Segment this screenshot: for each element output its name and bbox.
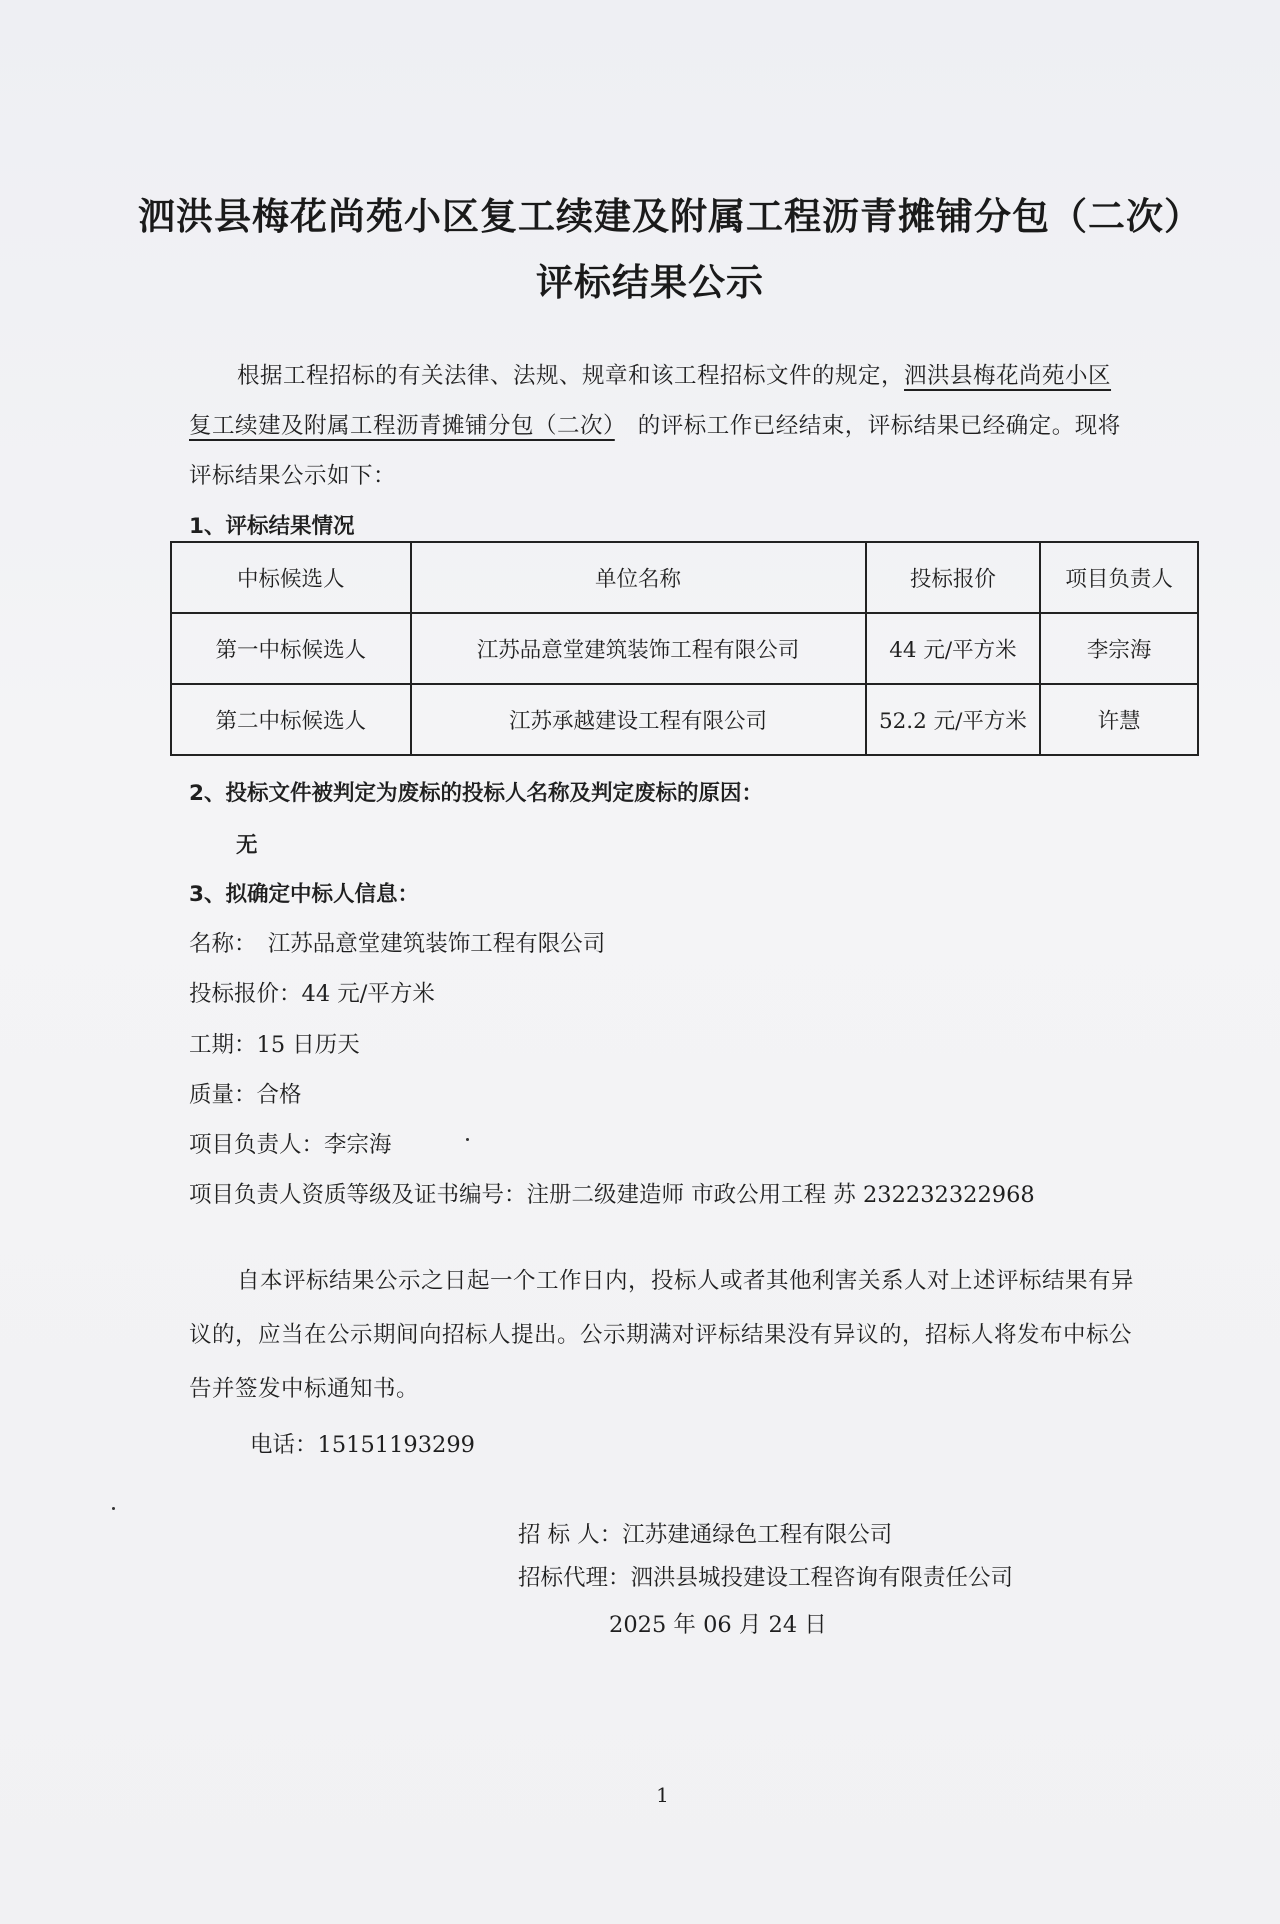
table-header-row xyxy=(171,542,1198,613)
document-subtitle: 评标结果公示 xyxy=(536,261,764,304)
section3-heading: 3、拟确定中标人信息： xyxy=(189,882,419,907)
section1-heading: 1、评标结果情况 xyxy=(189,514,355,539)
document-title: 泗洪县梅花尚苑小区复工续建及附属工程沥青摊铺分包（二次） xyxy=(138,195,1202,238)
winner-period: 工期：15 日历天 xyxy=(189,1032,360,1058)
intro-project-name: 泗洪县梅花尚苑小区复工续建及附属工程沥青摊铺分包（二次） xyxy=(189,363,1112,439)
intro-prefix: 根据工程招标的有关法律、法规、规章和该工程招标文件的规定， xyxy=(237,363,905,389)
ink-speck xyxy=(466,1138,469,1141)
header-price: 投标报价 xyxy=(866,542,1041,613)
table-row xyxy=(171,613,1198,684)
row2-candidate: 第二中标候选人 xyxy=(171,684,411,755)
row2-price: 52.2 元/平方米 xyxy=(866,684,1041,755)
notice-paragraph xyxy=(189,1254,1134,1416)
contact-phone: 电话：15151193299 xyxy=(250,1432,475,1458)
intro-suffix: 的评标工作已经结束，评标结果已经确定。现将评标结果公示如下： xyxy=(189,413,1121,489)
intro-paragraph xyxy=(189,351,1134,501)
signature-date: 2025 年 06 月 24 日 xyxy=(609,1612,827,1638)
winner-manager: 项目负责人：李宗海 xyxy=(189,1132,392,1158)
winner-quality: 质量：合格 xyxy=(189,1082,302,1108)
winner-name: 名称： 江苏品意堂建筑装饰工程有限公司 xyxy=(189,931,606,957)
row1-candidate: 第一中标候选人 xyxy=(171,613,411,684)
agent-signature: 招标代理：泗洪县城投建设工程咨询有限责任公司 xyxy=(518,1565,1014,1591)
header-candidate: 中标候选人 xyxy=(171,542,411,613)
row1-company: 江苏品意堂建筑装饰工程有限公司 xyxy=(411,613,866,684)
row2-company: 江苏承越建设工程有限公司 xyxy=(411,684,866,755)
tenderer-signature: 招 标 人：江苏建通绿色工程有限公司 xyxy=(518,1522,893,1548)
winner-price: 投标报价：44 元/平方米 xyxy=(189,981,435,1007)
row2-manager: 许慧 xyxy=(1040,684,1198,755)
row1-price: 44 元/平方米 xyxy=(866,613,1041,684)
table-row xyxy=(171,684,1198,755)
page-number: 1 xyxy=(656,1783,669,1807)
header-manager: 项目负责人 xyxy=(1040,542,1198,613)
row1-manager: 李宗海 xyxy=(1040,613,1198,684)
section2-content: 无 xyxy=(236,833,258,858)
ink-speck xyxy=(112,1507,115,1510)
results-table xyxy=(170,541,1199,756)
winner-certificate: 项目负责人资质等级及证书编号：注册二级建造师 市政公用工程 苏 232232322968 xyxy=(189,1182,1035,1208)
header-company: 单位名称 xyxy=(411,542,866,613)
notice-text: 自本评标结果公示之日起一个工作日内，投标人或者其他利害关系人对上述评标结果有异议的，应当在公示期间向招标人提出。公示期满对评标结果没有异议的，招标人将发布中标公告并签发中标通知书。 xyxy=(189,1268,1135,1402)
section2-heading: 2、投标文件被判定为废标的投标人名称及判定废标的原因： xyxy=(189,781,763,806)
